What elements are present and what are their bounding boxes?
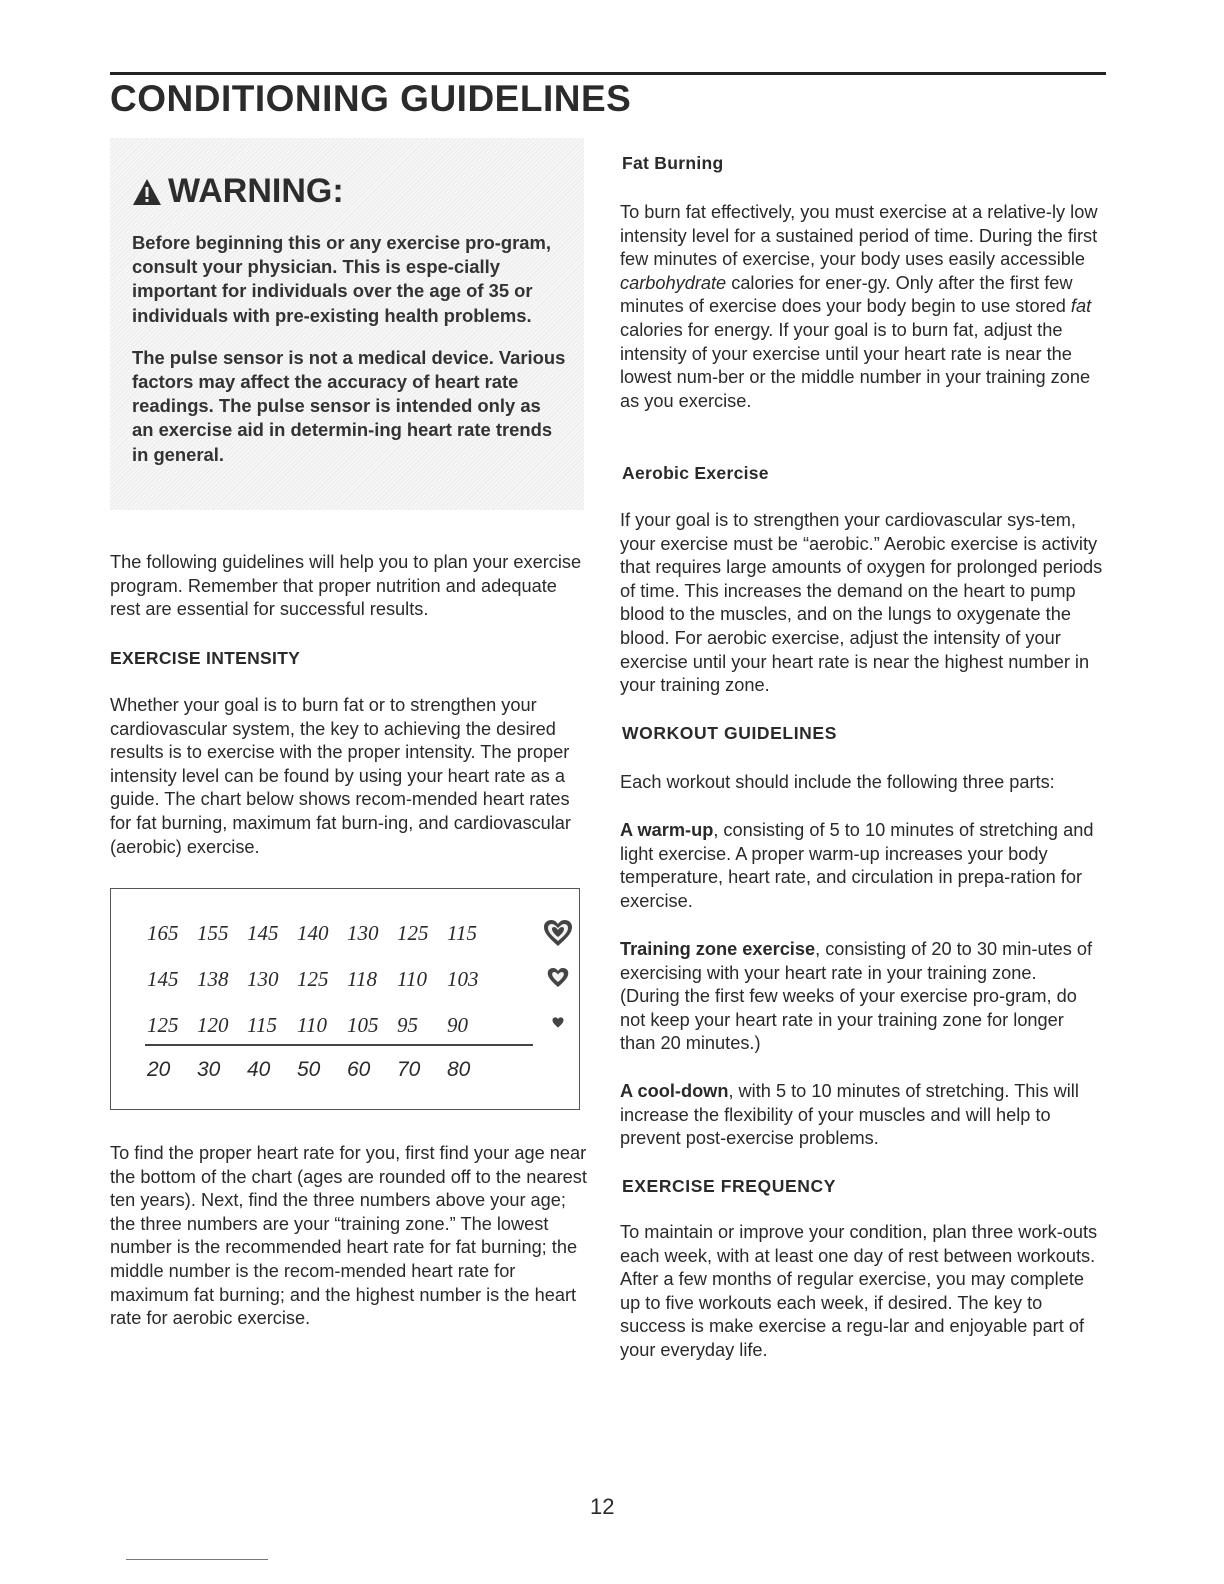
age-value: 60 — [347, 1058, 371, 1081]
heart-rate-value: 130 — [347, 921, 379, 945]
age-value: 40 — [247, 1058, 271, 1081]
fat-burning-heading: Fat Burning — [622, 153, 724, 173]
workout-guidelines-heading: WORKOUT GUIDELINES — [622, 723, 837, 743]
footer-underline — [126, 1559, 268, 1560]
fat-burning-text — [620, 201, 1110, 413]
cool-down-text — [620, 1080, 1098, 1151]
age-value: 30 — [197, 1058, 221, 1081]
fat-burning-text-2: calories for ener-gy. Only after the first few minutes of exercise does your body begin to use stored — [620, 272, 1073, 317]
heart-rate-value: 95 — [397, 1013, 418, 1037]
warning-title: WARNING: — [168, 172, 344, 210]
heart-rate-value: 105 — [347, 1013, 379, 1037]
chart-explanation: To find the proper heart rate for you, first find your age near the bottom of the chart (ages are rounded off to the nearest ten years). Next, find the three numbers above your age; the three numbers are your “training zone.” The lowest number is the recommended heart rate for fat burning; the middle number is the recom-mended heart rate for maximum fat burning; and the highest number is the heart rate for aerobic exercise. — [110, 1143, 587, 1329]
top-rule — [110, 72, 1106, 75]
heart-rate-value: 120 — [197, 1013, 229, 1037]
aerobic-exercise-heading: Aerobic Exercise — [622, 463, 769, 483]
heart-rate-value: 155 — [197, 921, 229, 945]
page-title: CONDITIONING GUIDELINES — [110, 78, 632, 119]
fat-burning-text-3: calories for energy. If your goal is to burn fat, adjust the intensity of your exercise until your heart rate is near the lowest num-ber or the middle number in your training zone as you exercise. — [620, 319, 1091, 411]
small-heart-icon — [552, 1017, 564, 1028]
heart-rate-value: 103 — [447, 967, 479, 991]
heart-rate-value: 110 — [397, 967, 427, 991]
warning-pulse-sensor-text: The pulse sensor is not a medical device. Various factors may affect the accuracy of heart rate readings. The pulse sensor is intended only as an exercise aid in determin-ing heart rate trends in general. — [132, 346, 566, 465]
workout-guidelines-intro: Each workout should include the following three parts: — [620, 772, 1055, 792]
warning-physician-text: Before beginning this or any exercise pro-gram, consult your physician. This is espe-cially important for individuals over the age of 35 or individuals with pre-existing health problems. — [132, 232, 551, 326]
heart-rate-value: 165 — [147, 921, 179, 945]
warning-heading — [132, 172, 566, 211]
warm-up-description: , consisting of 5 to 10 minutes of stretching and light exercise. A proper warm-up increases your body temperature, heart rate, and circulation in prepa-ration for exercise. — [620, 820, 1094, 911]
heart-rate-value: 145 — [147, 967, 179, 991]
cool-down-label: A cool-down — [620, 1081, 729, 1101]
large-heart-icon — [543, 919, 573, 947]
medium-heart-icon — [547, 967, 569, 988]
warning-box — [110, 138, 584, 510]
training-zone-description: , consisting of 20 to 30 min-utes of exercising with your heart rate in your training zone. (During the first few weeks of your exercise pro-gram, do not keep your heart rate in your training zone for longer than 20 minutes.) — [620, 939, 1093, 1054]
chart-divider — [145, 1044, 533, 1046]
fat-term: fat — [1070, 296, 1092, 317]
heart-rate-value: 145 — [247, 921, 279, 945]
warm-up-text — [620, 819, 1098, 913]
heart-rate-value: 138 — [197, 967, 229, 991]
training-zone-label: Training zone exercise — [620, 939, 816, 959]
cool-down-description: , with 5 to 10 minutes of stretching. This will increase the flexibility of your muscles and will help to prevent post-exercise problems. — [620, 1081, 1079, 1149]
heart-rate-chart — [110, 888, 580, 1110]
heart-rate-value: 110 — [297, 1013, 327, 1037]
aerobic-exercise-text: If your goal is to strengthen your cardiovascular sys-tem, your exercise must be “aerobic.” Aerobic exercise is activity that requires large amounts of oxygen for prolonged periods of time. This increases the demand on the heart to pump blood to the muscles, and on the lungs to oxygenate the blood. For aerobic exercise, adjust the intensity of your exercise until your heart rate is near the highest number in your training zone. — [620, 510, 1103, 696]
heart-rate-value: 115 — [247, 1013, 277, 1037]
carbohydrate-term: carbohydrate — [620, 272, 727, 293]
exercise-intensity-text: Whether your goal is to burn fat or to strengthen your cardiovascular system, the key to achieving the desired results is to exercise with the proper intensity. The proper intensity level can be found by using your heart rate as a guide. The chart below shows recom-mended heart rates for fat burning, maximum fat burn-ing, and cardiovascular (aerobic) exercise. — [110, 695, 571, 857]
warm-up-label: A warm-up — [620, 820, 714, 840]
heart-rate-value: 125 — [397, 921, 429, 945]
age-value: 80 — [447, 1058, 471, 1081]
intro-paragraph: The following guidelines will help you to plan your exercise program. Remember that proper nutrition and adequate rest are essential for successful results. — [110, 552, 582, 620]
fat-burning-text-1: To burn fat effectively, you must exercise at a relative-ly low intensity level for a sustained period of time. During the first few minutes of exercise, your body uses easily accessible — [620, 202, 1098, 270]
page-number: 12 — [590, 1494, 615, 1519]
heart-rate-value: 130 — [247, 967, 279, 991]
training-zone-text — [620, 938, 1098, 1056]
age-value: 70 — [397, 1058, 421, 1081]
heart-rate-value: 90 — [447, 1013, 468, 1037]
heart-rate-value: 118 — [347, 967, 377, 991]
heart-rate-value: 115 — [447, 921, 477, 945]
warning-triangle-icon — [132, 178, 162, 206]
exercise-frequency-heading: EXERCISE FREQUENCY — [622, 1176, 837, 1196]
age-value: 20 — [147, 1058, 171, 1081]
exercise-frequency-text: To maintain or improve your condition, plan three work-outs each week, with at least one day of rest between workouts. After a few months of regular exercise, you may complete up to five workouts each week, if desired. The key to success is make exercise a regu-lar and enjoyable part of your everyday life. — [620, 1222, 1098, 1360]
age-value: 50 — [297, 1058, 321, 1081]
heart-rate-value: 140 — [297, 921, 329, 945]
exercise-intensity-heading: EXERCISE INTENSITY — [110, 648, 301, 668]
heart-rate-value: 125 — [147, 1013, 179, 1037]
heart-rate-value: 125 — [297, 967, 329, 991]
